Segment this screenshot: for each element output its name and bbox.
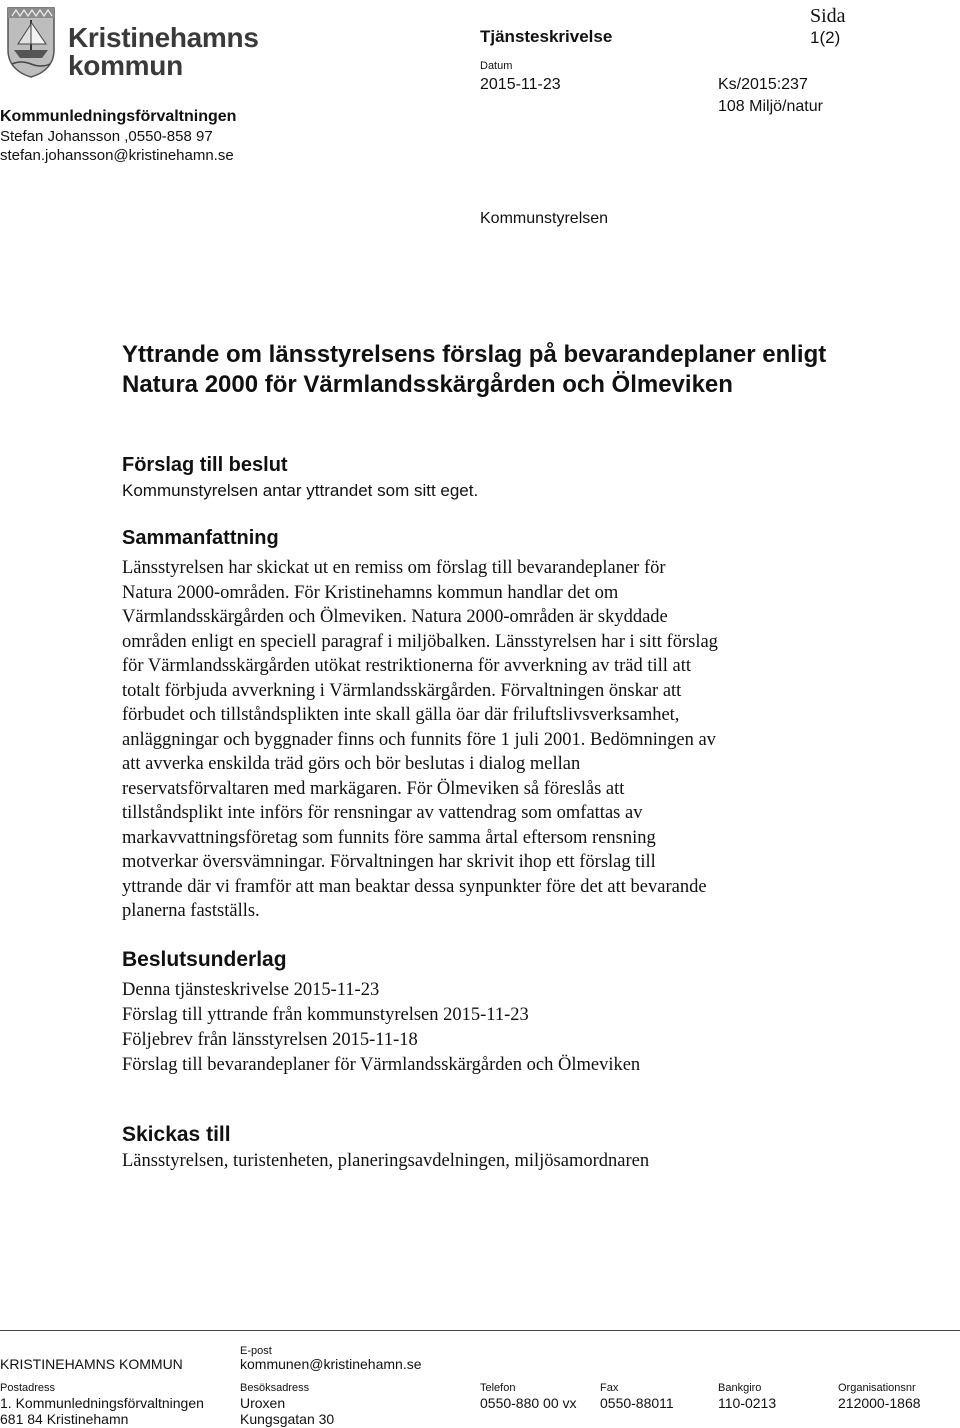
basis-item: Förslag till yttrande från kommunstyrelsen 2015-11-23	[122, 1005, 529, 1025]
summary-line: anläggningar och byggnader finns och funnits före 1 juli 2001. Bedömningen av	[122, 729, 716, 750]
basis-heading: Beslutsunderlag	[122, 948, 287, 971]
send-to-heading: Skickas till	[122, 1123, 231, 1146]
footer-fax: 0550-88011	[600, 1395, 674, 1411]
logo-wordmark-line2: kommun	[68, 50, 183, 81]
date-value: 2015-11-23	[480, 76, 561, 93]
summary-line: förbudet och tillståndsplikten inte skall gälla öar där friluftslivsverksamhet,	[122, 705, 680, 725]
summary-heading: Sammanfattning	[122, 527, 279, 549]
page-label: Sida	[810, 5, 846, 27]
footer-email: kommunen@kristinehamn.se	[240, 1356, 422, 1372]
department-code: 108 Miljö/natur	[718, 98, 823, 115]
send-to-text: Länsstyrelsen, turistenheten, planeringsavdelningen, miljösamordnaren	[122, 1151, 650, 1171]
date-label: Datum	[480, 60, 513, 72]
summary-line: Länsstyrelsen har skickat ut en remiss om förslag till bevarandeplaner för	[122, 558, 666, 578]
proposal-text: Kommunstyrelsen antar yttrandet som sitt eget.	[122, 481, 479, 500]
recipient: Kommunstyrelsen	[480, 210, 609, 227]
summary-line: totalt förbjuda avverkning i Värmlandsskärgården. Förvaltningen önskar att	[122, 680, 682, 701]
summary-line: Natura 2000-områden. För Kristinehamns kommun handlar det om	[122, 582, 619, 603]
summary-line: tillståndsplikt inte införs för rensningar av vattendrag som omfattas av	[122, 803, 643, 823]
summary-line: områden enligt en speciell paragraf i miljöbalken. Länsstyrelsen har i sitt förslag	[122, 631, 718, 652]
basis-item: Förslag till bevarandeplaner för Värmlandsskärgården och Ölmeviken	[122, 1055, 641, 1075]
summary-line: motverkar översvämningar. Förvaltningen har skrivit ihop ett förslag till	[122, 852, 656, 872]
summary-line: att avverka enskilda träd görs och bör beslutas i dialog mellan	[122, 754, 581, 774]
summary-line: yttrande där vi framför att man beaktar dessa synpunkter före det att bevarande	[122, 876, 707, 897]
footer-bankgiro-label: Bankgiro	[718, 1382, 762, 1394]
proposal-heading: Förslag till beslut	[122, 454, 288, 476]
author-email: stefan.johansson@kristinehamn.se	[0, 147, 234, 164]
footer-postal-line1: 1. Kommunledningsförvaltningen	[0, 1395, 204, 1411]
department-name: Kommunledningsförvaltningen	[0, 108, 237, 125]
document-title: Yttrande om länsstyrelsens förslag på bevarandeplaner enligt Natura 2000 för Värmlandsskärgården och Ölmeviken	[122, 341, 827, 398]
basis-list	[122, 978, 640, 1078]
author-contact: Stefan Johansson ,0550-858 97	[0, 128, 213, 145]
footer-visit-line2: Kungsgatan 30	[240, 1411, 335, 1427]
summary-line: markavvattningsföretag som funnits före samma årtal eftersom rensning	[122, 827, 656, 848]
logo-wordmark-line1: Kristinehamns	[68, 22, 259, 53]
summary-line: Värmlandsskärgården och Ölmeviken. Natura 2000-områden är skyddade	[122, 607, 668, 627]
basis-item: Denna tjänsteskrivelse 2015-11-23	[122, 980, 380, 1000]
footer-divider	[0, 1330, 960, 1331]
summary-line: reservatsförvaltaren med markägaren. För Ölmeviken så föreslås att	[122, 778, 625, 799]
footer-fax-label: Fax	[600, 1382, 619, 1394]
footer-postal-line2: 681 84 Kristinehamn	[0, 1411, 129, 1427]
page-number: 1(2)	[810, 28, 841, 47]
footer-bankgiro: 110-0213	[718, 1395, 777, 1411]
case-number: Ks/2015:237	[718, 76, 808, 93]
footer-email-label: E-post	[240, 1345, 272, 1357]
footer-org-name: KRISTINEHAMNS KOMMUN	[0, 1356, 183, 1372]
summary-paragraph	[122, 556, 842, 924]
footer-visit-line1: Uroxen	[240, 1395, 286, 1411]
footer-visit-label: Besöksadress	[240, 1382, 310, 1394]
footer-orgnr: 212000-1868	[838, 1395, 921, 1411]
footer-phone: 0550-880 00 vx	[480, 1395, 577, 1411]
footer-orgnr-label: Organisationsnr	[838, 1382, 916, 1394]
summary-line: planerna fastställs.	[122, 901, 260, 921]
summary-line: för Värmlandsskärgården utökat restriktionerna för avverkning av träd till att	[122, 656, 692, 676]
municipal-coat-of-arms-icon	[6, 6, 56, 78]
footer-phone-label: Telefon	[480, 1382, 516, 1394]
basis-item: Följebrev från länsstyrelsen 2015-11-18	[122, 1030, 418, 1050]
document-type: Tjänsteskrivelse	[480, 27, 613, 46]
footer-postal-label: Postadress	[0, 1382, 56, 1394]
